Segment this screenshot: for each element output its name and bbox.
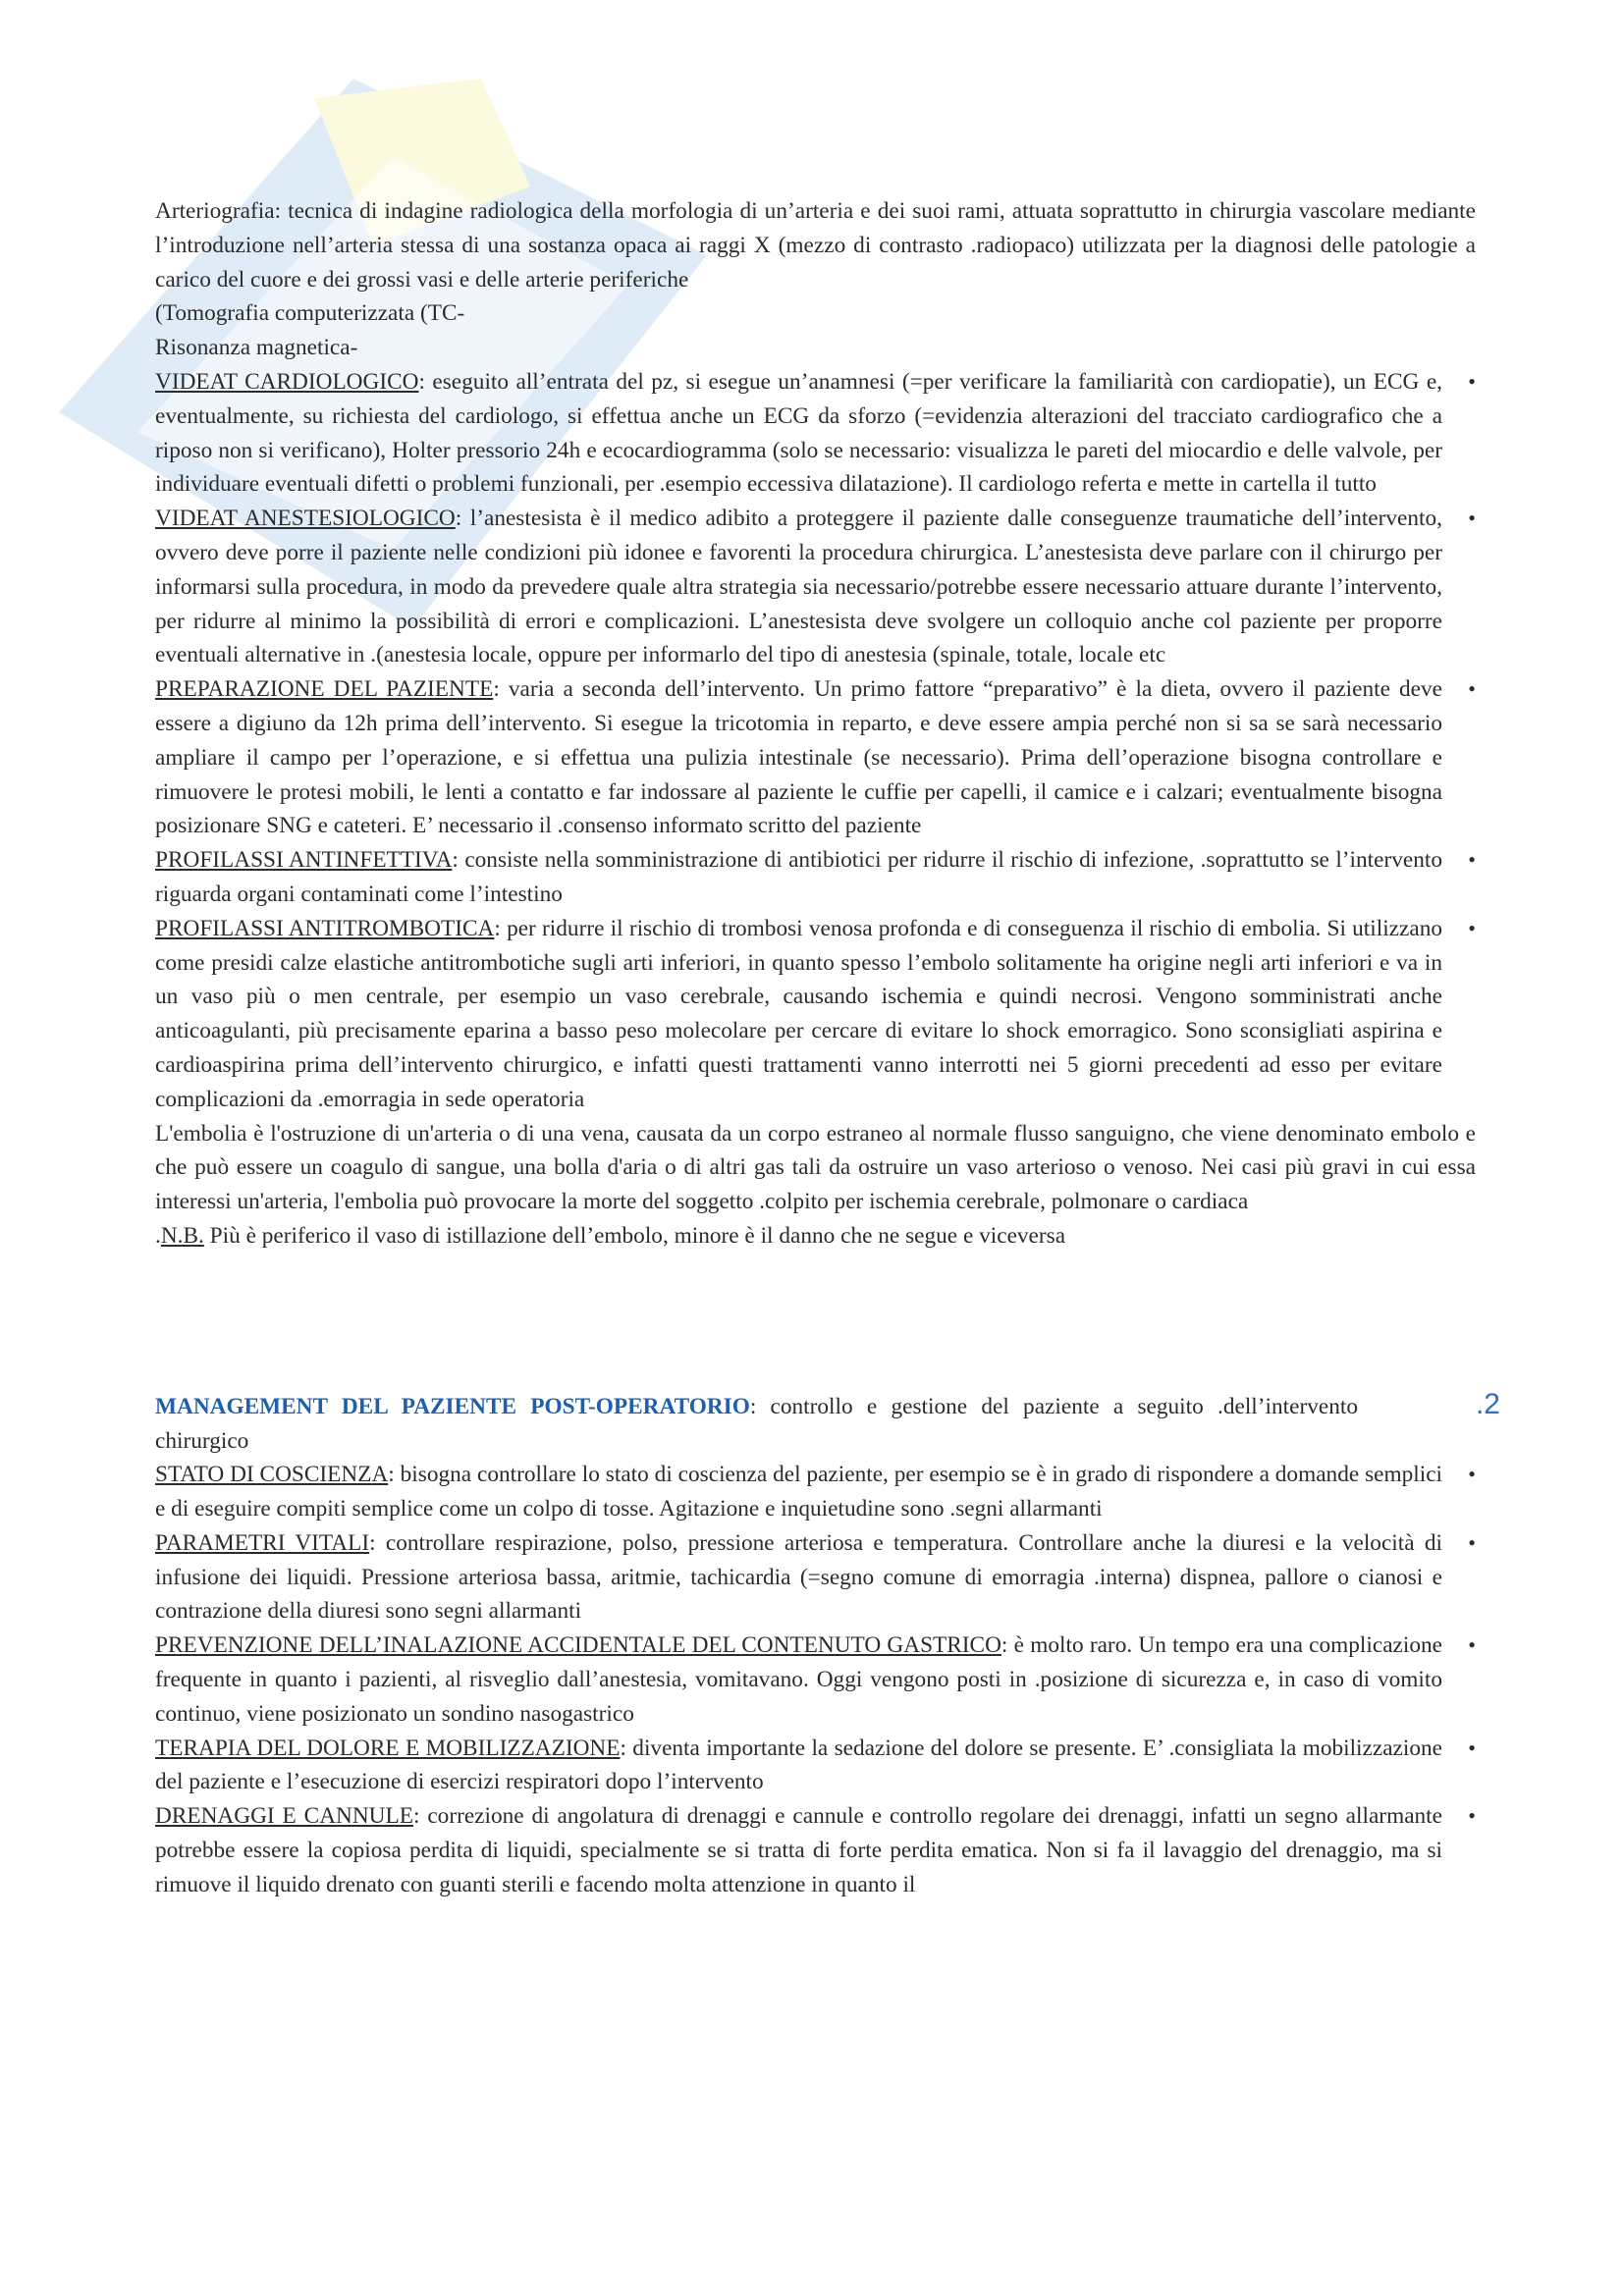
bullet-icon: •: [1468, 1462, 1476, 1487]
item-label: PROFILASSI ANTINFETTIVA: [155, 847, 453, 874]
item-label: PREVENZIONE DELL’INALAZIONE ACCIDENTALE DEL CONTENUTO GASTRICO: [155, 1632, 1001, 1659]
section-2-intro: [155, 1390, 1476, 1459]
bullet-icon: •: [1468, 847, 1476, 873]
section-number: .2: [1475, 1387, 1500, 1420]
section-gap: [155, 1254, 1476, 1390]
item-text: : eseguito all’entrata del pz, si esegue un’anamnesi (=per verificare la familiarità con cardiopatie), un ECG e, eventualmente, su richiesta del cardiologo, si effettua anche un ECG da sforzo (=evidenzia alterazioni del tracciato cardiografico che a riposo non si verificano), Holter pressorio 24h e ecocardiogramma (solo se necessario: visualizza le pareti del miocardio e delle valvole, per individuare eventuali difetti o problemi funzionali, per .esempio eccessiva dilatazione). Il cardiologo referta e mette in cartella il tutto: [155, 368, 1443, 498]
bullet-icon: •: [1468, 506, 1476, 531]
list-item: [155, 365, 1476, 502]
item-label: DRENAGGI E CANNULE: [155, 1803, 413, 1830]
list-item: [155, 1732, 1476, 1800]
document-page: [155, 194, 1500, 1902]
intro-line-tc: (Tomografia computerizzata (TC-: [155, 300, 465, 327]
item-text: : controllare respirazione, polso, pressione arteriosa e temperatura. Controllare anche la diuresi e la velocità di infusione dei liquidi. Pressione arteriosa bassa, aritmie, tachicardia (=segno comune di emorragia .interna) dispnea, pallore o cianosi e contrazione della diuresi sono segni allarmanti: [155, 1529, 1442, 1625]
intro-line-rm: Risonanza magnetica-: [155, 335, 358, 361]
nb-text: Più è periferico il vaso di istillazione dell’embolo, minore è il danno che ne segue e viceversa: [203, 1222, 1066, 1249]
section-2-header: [155, 1387, 1500, 1459]
item-text: : l’anestesista è il medico adibito a proteggere il paziente dalle conseguenze traumatiche dell’intervento, ovvero deve porre il paziente nelle condizioni più idonee e favorenti la procedura chirurgica. L’anestesista deve parlare con il chirurgo per informarsi sulla procedura, in modo da prevedere quale altra strategia sia necessario/potrebbe essere necessario attuare durante l’intervento, per ridurre al minimo la possibilità di errori e complicazioni. L’anestesista deve svolgere un colloquio anche col paziente per proporre eventuali alternative in .(anestesia locale, oppure per informarlo del tipo di anestesia (spinale, totale, locale etc: [155, 506, 1442, 668]
list-item: [155, 1629, 1476, 1731]
list-item: [155, 1526, 1476, 1629]
list-item: [155, 502, 1476, 672]
nb-label: N.B.: [160, 1222, 204, 1249]
embolia-paragraph: L'embolia è l'ostruzione di un'arteria o di una vena, causata da un corpo estraneo al normale flusso sanguigno, che viene denominato embolo e che può essere un coagulo di sangue, una bolla d'aria o di altri gas tali da ostruire un vaso arterioso o venoso. Nei casi più gravi in cui essa interessi un'arteria, l'embolia può provocare la morte del soggetto .colpito per ischemia cerebrale, polmonare o cardiaca: [155, 1120, 1476, 1215]
item-text: : varia a seconda dell’intervento. Un primo fattore “preparativo” è la dieta, ovvero il paziente deve essere a digiuno da 12h prima dell’intervento. Si esegue la tricotomia in reparto, e deve essere ampia perché non si sa se sarà necessario ampliare il campo per l’operazione, e si effettua una pulizia intestinale (se necessario). Prima dell’operazione bisogna controllare e rimuovere le protesi mobili, le lenti a contatto e far indossare al paziente le cuffie per capelli, il camice e i calzari; eventualmente bisogna posizionare SNG e cateteri. E’ necessario il .consenso informato scritto del paziente: [155, 676, 1442, 839]
section-title-text: : controllo e gestione del paziente a seguito .dell’intervento chirurgico: [155, 1393, 1358, 1454]
item-text: : bisogna controllare lo stato di coscienza del paziente, per esempio se è in grado di rispondere a domande semplici e di eseguire compiti semplice come un colpo di tosse. Agitazione e inquietudine sono .segni allarmanti: [155, 1462, 1443, 1522]
bullet-icon: •: [1468, 915, 1476, 940]
list-item: [155, 1799, 1476, 1901]
item-label: PARAMETRI VITALI: [155, 1529, 370, 1556]
list-item: [155, 912, 1476, 1117]
item-label: STATO DI COSCIENZA: [155, 1462, 389, 1488]
nb-note: [155, 1219, 1476, 1254]
item-label: PREPARAZIONE DEL PAZIENTE: [155, 676, 494, 703]
item-text: : correzione di angolatura di drenaggi e cannule e controllo regolare dei drenaggi, infatti un segno allarmante potrebbe essere la copiosa perdita di liquidi, specialmente se si tratta di forte perdita ematica. Non si fa il lavaggio del drenaggio, ma si rimuove il liquido drenato con guanti sterili e facendo molta attenzione in quanto il: [155, 1803, 1442, 1897]
item-label: PROFILASSI ANTITROMBOTICA: [155, 915, 495, 941]
bullet-icon: •: [1468, 1735, 1476, 1760]
bullet-icon: •: [1468, 368, 1476, 394]
item-text: : è molto raro. Un tempo era una complicazione frequente in quanto i pazienti, al risveglio dall’anestesia, vomitavano. Oggi vengono posti in .posizione di sicurezza e, in caso di vomito continuo, viene posizionato un sondino nasogastrico: [155, 1632, 1442, 1727]
list-item: [155, 843, 1476, 912]
item-text: : per ridurre il rischio di trombosi venosa profonda e di conseguenza il rischio di embolia. Si utilizzano come presidi calze elastiche antitrombotiche sugli arti inferiori, in quanto spesso l’embolo solitamente ha origine negli arti inferiori e va in un vaso più o men centrale, per esempio un vaso cerebrale, causando ischemia e quindi necrosi. Vengono somministrati anche anticoagulanti, più precisamente eparina a basso peso molecolare per cercare di evitare lo shock emorragico. Sono sconsigliati aspirina e cardioaspirina prima dell’intervento chirurgico, e infatti questi trattamenti vanno interrotti nei 5 giorni precedenti ad esso per evitare complicazioni da .emorragia in sede operatoria: [155, 915, 1443, 1112]
list-item: [155, 672, 1476, 843]
bullet-icon: •: [1468, 1632, 1476, 1658]
list-item: [155, 1458, 1476, 1526]
bullet-icon: •: [1468, 676, 1476, 702]
item-label: VIDEAT CARDIOLOGICO: [155, 368, 419, 395]
item-label: TERAPIA DEL DOLORE E MOBILIZZAZIONE: [155, 1735, 621, 1761]
bullet-icon: •: [1468, 1529, 1476, 1555]
bullet-icon: •: [1468, 1803, 1476, 1829]
item-text: : diventa importante la sedazione del dolore se presente. E’ .consigliata la mobilizzazione del paziente e l’esecuzione di esercizi respiratori dopo l’intervento: [155, 1735, 1442, 1795]
item-label: VIDEAT ANESTESIOLOGICO: [155, 506, 456, 532]
item-text: : consiste nella somministrazione di antibiotici per ridurre il rischio di infezione, .soprattutto se l’intervento riguarda organi contaminati come l’intestino: [155, 847, 1442, 907]
intro-paragraph: Arteriografia: tecnica di indagine radiologica della morfologia di un’arteria e dei suoi rami, attuata soprattutto in chirurgia vascolare mediante l’introduzione nell’arteria stessa di una sostanza opaca ai raggi X (mezzo di contrasto .radiopaco) utilizzata per la diagnosi delle patologie a carico del cuore e dei grossi vasi e delle arterie periferiche: [155, 198, 1476, 293]
section-title: MANAGEMENT DEL PAZIENTE POST-OPERATORIO: [155, 1393, 750, 1419]
nb-prefix: .: [155, 1222, 161, 1249]
